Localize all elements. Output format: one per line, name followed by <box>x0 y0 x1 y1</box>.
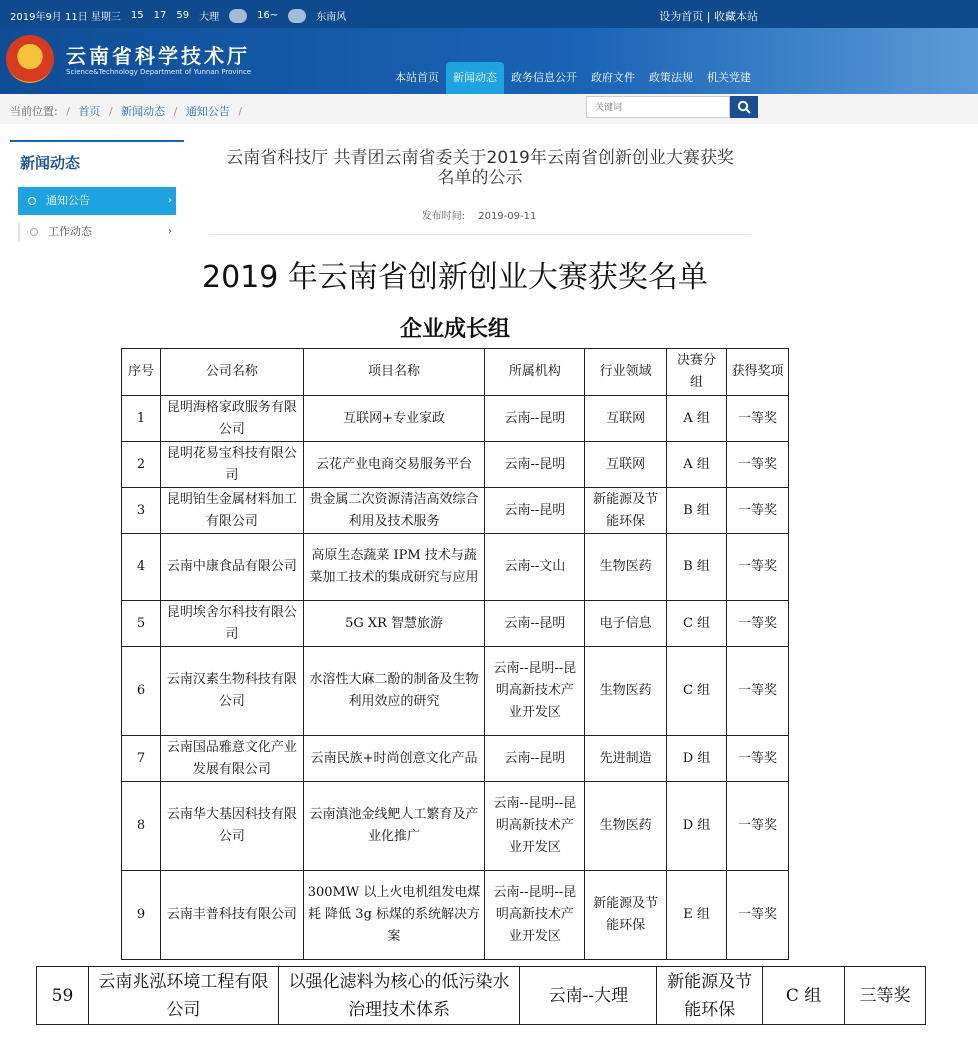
table-row <box>122 736 789 782</box>
sun-icon <box>288 9 306 23</box>
table-cell: 云南--昆明 <box>485 488 585 534</box>
tail-table <box>36 966 926 1025</box>
table-cell: 5 <box>122 601 161 647</box>
table-cell: 新能源及节能环保 <box>585 488 667 534</box>
table-cell: D 组 <box>667 782 727 871</box>
table-cell: 云南汉素生物科技有限公司 <box>160 647 303 736</box>
table-cell: 互联网 <box>585 442 667 488</box>
table-cell: 互联网+专业家政 <box>303 396 485 442</box>
table-row <box>122 647 789 736</box>
table-cell: 一等奖 <box>727 601 789 647</box>
site-title[interactable]: 云南省科学技术厅 <box>66 44 250 68</box>
date-weather <box>10 8 346 23</box>
table-row <box>122 442 789 488</box>
weather-city: 大理 <box>199 12 220 23</box>
top-bar <box>0 0 978 28</box>
table-cell: 云南--昆明--昆明高新技术产业开发区 <box>485 647 585 736</box>
table-cell: 新能源及节能环保 <box>657 967 763 1025</box>
circle-icon <box>28 197 36 205</box>
table-cell: 电子信息 <box>585 601 667 647</box>
table-cell: 7 <box>122 736 161 782</box>
table-cell: 生物医药 <box>585 647 667 736</box>
breadcrumb-home[interactable]: 首页 <box>78 105 101 118</box>
table-cell: 云南--昆明 <box>485 601 585 647</box>
table-cell: 6 <box>122 647 161 736</box>
table-cell: C 组 <box>763 967 845 1025</box>
weather-wind: 东南风 <box>316 12 347 23</box>
table-cell: 生物医药 <box>585 534 667 601</box>
table-cell: 生物医药 <box>585 782 667 871</box>
table-cell: 昆明铂生金属材料加工有限公司 <box>160 488 303 534</box>
table-cell: 一等奖 <box>727 782 789 871</box>
sidebar-item-label: 通知公告 <box>46 194 90 207</box>
table-cell: 以强化滤料为核心的低污染水治理技术体系 <box>278 967 520 1025</box>
table-cell: 三等奖 <box>845 967 926 1025</box>
table-cell: 8 <box>122 782 161 871</box>
table-cell: D 组 <box>667 736 727 782</box>
sidebar <box>10 140 184 240</box>
sidebar-item-work-news[interactable] <box>18 222 176 242</box>
table-row <box>122 396 789 442</box>
table-cell: 3 <box>122 488 161 534</box>
table-cell: 云南国品雅意文化产业发展有限公司 <box>160 736 303 782</box>
table-cell: C 组 <box>667 647 727 736</box>
table-row <box>37 967 926 1025</box>
table-cell: 一等奖 <box>727 736 789 782</box>
table-header-row <box>122 349 789 396</box>
sidebar-item-label: 工作动态 <box>48 225 92 238</box>
table-cell: 云南兆泓环境工程有限公司 <box>88 967 278 1025</box>
document-title: 2019 年云南省创新创业大赛获奖名单 <box>202 260 708 295</box>
table-row <box>122 534 789 601</box>
sidebar-item-notices[interactable] <box>18 187 176 215</box>
table-cell: 9 <box>122 871 161 960</box>
breadcrumb-bar <box>0 94 978 124</box>
table-cell: 云南--昆明 <box>485 442 585 488</box>
table-row <box>122 871 789 960</box>
column-header: 获得奖项 <box>727 349 789 396</box>
date-value: 2019-09-11 <box>478 211 537 222</box>
nav-item-1[interactable]: 新闻动态 <box>446 62 504 94</box>
table-cell: 高原生态蔬菜 IPM 技术与蔬菜加工技术的集成研究与应用 <box>303 534 485 601</box>
article-date <box>190 207 768 222</box>
table-cell: 一等奖 <box>727 534 789 601</box>
breadcrumb: 当前位置: / 首页 / 新闻动态 / 通知公告 / <box>10 105 243 118</box>
table-cell: 一等奖 <box>727 871 789 960</box>
nav-item-4[interactable]: 政策法规 <box>649 71 693 84</box>
nav-item-5[interactable]: 机关党建 <box>707 71 751 84</box>
column-header: 行业领域 <box>585 349 667 396</box>
sidebar-title: 新闻动态 <box>20 154 81 172</box>
search-button[interactable] <box>730 96 758 118</box>
table-cell: 300MW 以上火电机组发电煤耗 降低 3g 标煤的系统解决方案 <box>303 871 485 960</box>
column-header: 决赛分组 <box>667 349 727 396</box>
table-cell: 云南--大理 <box>520 967 657 1025</box>
table-cell: 云南丰普科技有限公司 <box>160 871 303 960</box>
table-cell: 一等奖 <box>727 488 789 534</box>
breadcrumb-label: 当前位置: <box>10 105 58 118</box>
table-cell: 云南民族+时尚创意文化产品 <box>303 736 485 782</box>
breadcrumb-notices[interactable]: 通知公告 <box>185 105 230 118</box>
table-cell: 一等奖 <box>727 647 789 736</box>
clock-minute: 17 <box>153 10 167 21</box>
nav-item-2[interactable]: 政务信息公开 <box>511 71 577 84</box>
table-cell: E 组 <box>667 871 727 960</box>
column-header: 项目名称 <box>303 349 485 396</box>
date-text: 2019年9月 11日 星期三 <box>10 12 121 23</box>
table-row <box>122 782 789 871</box>
table-cell: 云南中康食品有限公司 <box>160 534 303 601</box>
breadcrumb-news[interactable]: 新闻动态 <box>121 105 166 118</box>
table-cell: 昆明埃舍尔科技有限公司 <box>160 601 303 647</box>
table-cell: 水溶性大麻二酚的制备及生物利用效应的研究 <box>303 647 485 736</box>
column-header: 序号 <box>122 349 161 396</box>
table-cell: 云南华大基因科技有限公司 <box>160 782 303 871</box>
table-cell: 云南--昆明--昆明高新技术产业开发区 <box>485 782 585 871</box>
table-cell: B 组 <box>667 488 727 534</box>
column-header: 公司名称 <box>160 349 303 396</box>
site-subtitle: Science&Technology Department of Yunnan Province <box>66 68 252 76</box>
awards-table <box>121 348 789 960</box>
table-cell: 云南滇池金线鲃人工繁育及产业化推广 <box>303 782 485 871</box>
table-cell: 昆明海格家政服务有限公司 <box>160 396 303 442</box>
group-title: 企业成长组 <box>399 317 510 342</box>
nav-item-3[interactable]: 政府文件 <box>591 71 635 84</box>
cloud-icon <box>229 9 247 23</box>
main-nav <box>388 62 758 94</box>
table-cell: A 组 <box>667 442 727 488</box>
table-cell: 先进制造 <box>585 736 667 782</box>
table-cell: 贵金属二次资源清洁高效综合利用及技术服务 <box>303 488 485 534</box>
top-links[interactable]: 设为首页 | 收藏本站 <box>659 10 758 23</box>
table-cell: 一等奖 <box>727 396 789 442</box>
search-icon <box>737 100 751 114</box>
national-emblem-icon <box>6 35 54 83</box>
divider <box>210 234 750 235</box>
search-box <box>586 96 758 118</box>
site-header <box>0 28 978 94</box>
table-cell: 5G XR 智慧旅游 <box>303 601 485 647</box>
clock-second: 59 <box>176 10 190 21</box>
table-row <box>122 488 789 534</box>
table-cell: 1 <box>122 396 161 442</box>
table-cell: B 组 <box>667 534 727 601</box>
table-cell: A 组 <box>667 396 727 442</box>
table-cell: 云南--文山 <box>485 534 585 601</box>
table-cell: 新能源及节能环保 <box>585 871 667 960</box>
table-cell: 一等奖 <box>727 442 789 488</box>
search-input[interactable] <box>586 96 730 118</box>
table-row <box>122 601 789 647</box>
nav-item-0[interactable]: 本站首页 <box>395 71 439 84</box>
table-cell: 云南--昆明--昆明高新技术产业开发区 <box>485 871 585 960</box>
table-cell: 云南--昆明 <box>485 396 585 442</box>
chevron-right-icon: › <box>168 226 172 237</box>
table-cell: 59 <box>37 967 89 1025</box>
table-cell: 昆明花易宝科技有限公司 <box>160 442 303 488</box>
table-cell: 云南--昆明 <box>485 736 585 782</box>
chevron-right-icon: › <box>168 195 172 206</box>
column-header: 所属机构 <box>485 349 585 396</box>
article-header <box>190 134 768 240</box>
table-cell: 2 <box>122 442 161 488</box>
clock-hour: 15 <box>130 10 144 21</box>
article-title: 云南省科技厅 共青团云南省委关于2019年云南省创新创业大赛获奖名单的公示 <box>226 148 734 188</box>
weather-temp: 16~ <box>257 10 279 21</box>
table-cell: C 组 <box>667 601 727 647</box>
table-cell: 互联网 <box>585 396 667 442</box>
circle-icon <box>30 228 38 236</box>
date-label: 发布时间: <box>421 211 466 222</box>
table-cell: 云花产业电商交易服务平台 <box>303 442 485 488</box>
table-cell: 4 <box>122 534 161 601</box>
